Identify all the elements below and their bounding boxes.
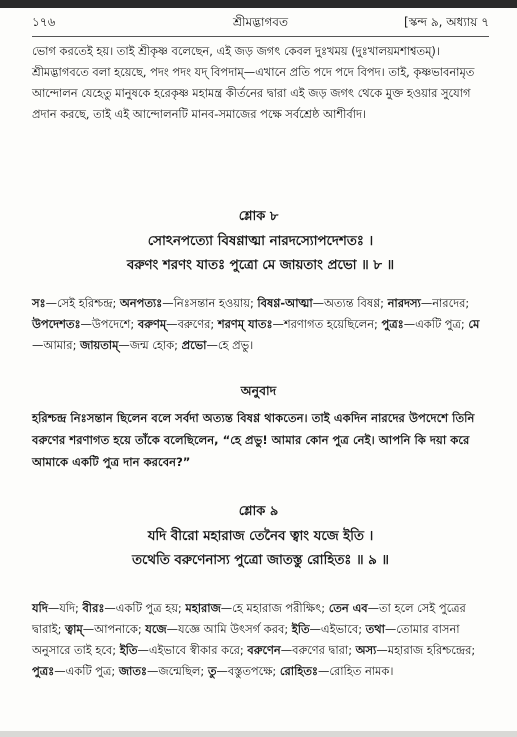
verse-8-translation: হরিশ্চন্দ্র নিঃসন্তান ছিলেন বলে সর্বদা অত্যন্ত বিষণ্ণ থাকতেন। তাই একদিন নারদের উপদেশে তিনি বরুণের শরণাগত হয়ে তাঁকে বলেছিলেন, “হে প্রভু! আমার কোন পুত্র নেই। আপনি কি দয়া করে আমাকে একটি পুত্র দান করবেন?” [32,411,475,469]
word-meaning: পুত্রঃ—একটি পুত্র; [32,664,119,678]
top-edge [0,0,517,8]
word-meaning: সঃ—সেই হরিশ্চন্দ্র; [32,296,120,310]
word-meaning: জায়তাম্—জন্ম হোক; [80,338,182,352]
word-meaning: অনপত্যঃ—নিঃসন্তান হওয়ায়; [119,296,258,310]
word-meaning: বরুণেন—বরুণের দ্বারা; [247,643,356,657]
word-meaning: নারদস্য—নারদের; [387,296,470,310]
verse-8-line-2: বরুণং শরণং যাতঃ পুত্রো মে জায়তাং প্রভো ॥ ৮ ॥ [126,258,395,273]
word-meaning: প্রভো—হে প্রভু। [181,338,254,352]
word-meaning: মহারাজ—হে মহারাজ পরীক্ষিৎ; [185,601,329,615]
word-meaning: ইতি—এইভাবে স্বীকার করে; [119,643,248,657]
purport-paragraph: ভোগ করতেই হয়। তাই শ্রীকৃষ্ণ বলেছেন, এই জড় জগৎ কেবল দুঃখময় (দুঃখালয়মশাশ্বতম্)। শ্রীমদ্ভাগবতে বলা হয়েছে, পদং পদং যদ্ বিপদাম্—এখানে প্রতি পদে পদে বিপদ। তাই, কৃষ্ণভাবনামৃত আন্দোলন যেহেতু মানুষকে হরেকৃষ্ণ মহামন্ত্র কীর্তনের দ্বারা এই জড় জগৎ থেকে মুক্ত হওয়ার সুযোগ প্রদান করছে, তাই এই আন্দোলনটি মানব-সমাজের পক্ষে সর্বশ্রেষ্ঠ আশীর্বাদ। [32,44,475,121]
verse-8-word-meanings [32,293,489,356]
word-meaning: শরণম্ যাতঃ—শরণাগত হয়েছিলেন; [217,317,382,331]
verse-8-heading: শ্লোক ৮ [238,209,279,224]
word-meaning: বীরঃ—একটি পুত্র হয়; [82,601,186,615]
bottom-edge [0,731,517,737]
translation-heading: অনুবাদ [240,383,277,398]
book-title: শ্রীমদ্ভাগবত [232,15,288,29]
word-meaning: পুত্রঃ—একটি পুত্র; [381,317,469,331]
verse-9-line-1: যদি বীরো মহারাজ তেনৈব ত্বাং যজে ইতি । [147,529,374,544]
word-meaning: ত্বাম্—আপনাকে; [65,622,146,636]
verse-9-line-2: তথেতি বরুণেনাস্য পুত্রো জাতস্তু রোহিতঃ ॥ ৯ ॥ [132,553,389,568]
word-meaning: যদি—যদি; [32,601,83,615]
word-meaning: বিষণ্ণ-আত্মা—অত্যন্ত বিষণ্ণ; [257,296,388,310]
page-number: ১৭৬ [32,15,56,29]
verse-9-sanskrit [40,525,481,573]
verse-8-sanskrit [40,230,481,278]
word-meaning: অস্য—মহারাজ হরিশ্চন্দ্রের; [355,643,476,657]
word-meaning: রোহিতঃ—রোহিত নামক। [279,664,394,678]
word-meaning: মে—আমার; [32,317,480,352]
word-meaning: তথা—তোমার বাসনা অনুসারে তাই হবে; [32,622,460,657]
word-meaning: জাতঃ—জন্মেছিল; [118,664,208,678]
header-rule [32,36,489,37]
word-meaning: বরুণম্—বরুণের; [137,317,218,331]
verse-9-word-meanings [32,598,489,682]
running-header [32,14,489,36]
word-meaning: উপদেশতঃ—উপদেশে; [32,317,138,331]
word-meaning: যজে—যজ্ঞে আমি উৎসর্গ করব; [145,622,292,636]
verse-8-line-1: সোঽনপত্যো বিষণ্ণাত্মা নারদস্যোপদেশতঃ । [147,234,374,249]
word-meaning: তেন এব—তা হলে সেই পুত্রের দ্বারাই; [32,601,466,636]
word-meaning: তু—বস্তুতপক্ষে; [207,664,280,678]
chapter-reference: [স্কন্দ ৯, অধ্যায় ৭ [404,15,489,29]
verse-9-heading: শ্লোক ৯ [238,504,279,519]
word-meaning: ইতি—এইভাবে; [291,622,366,636]
